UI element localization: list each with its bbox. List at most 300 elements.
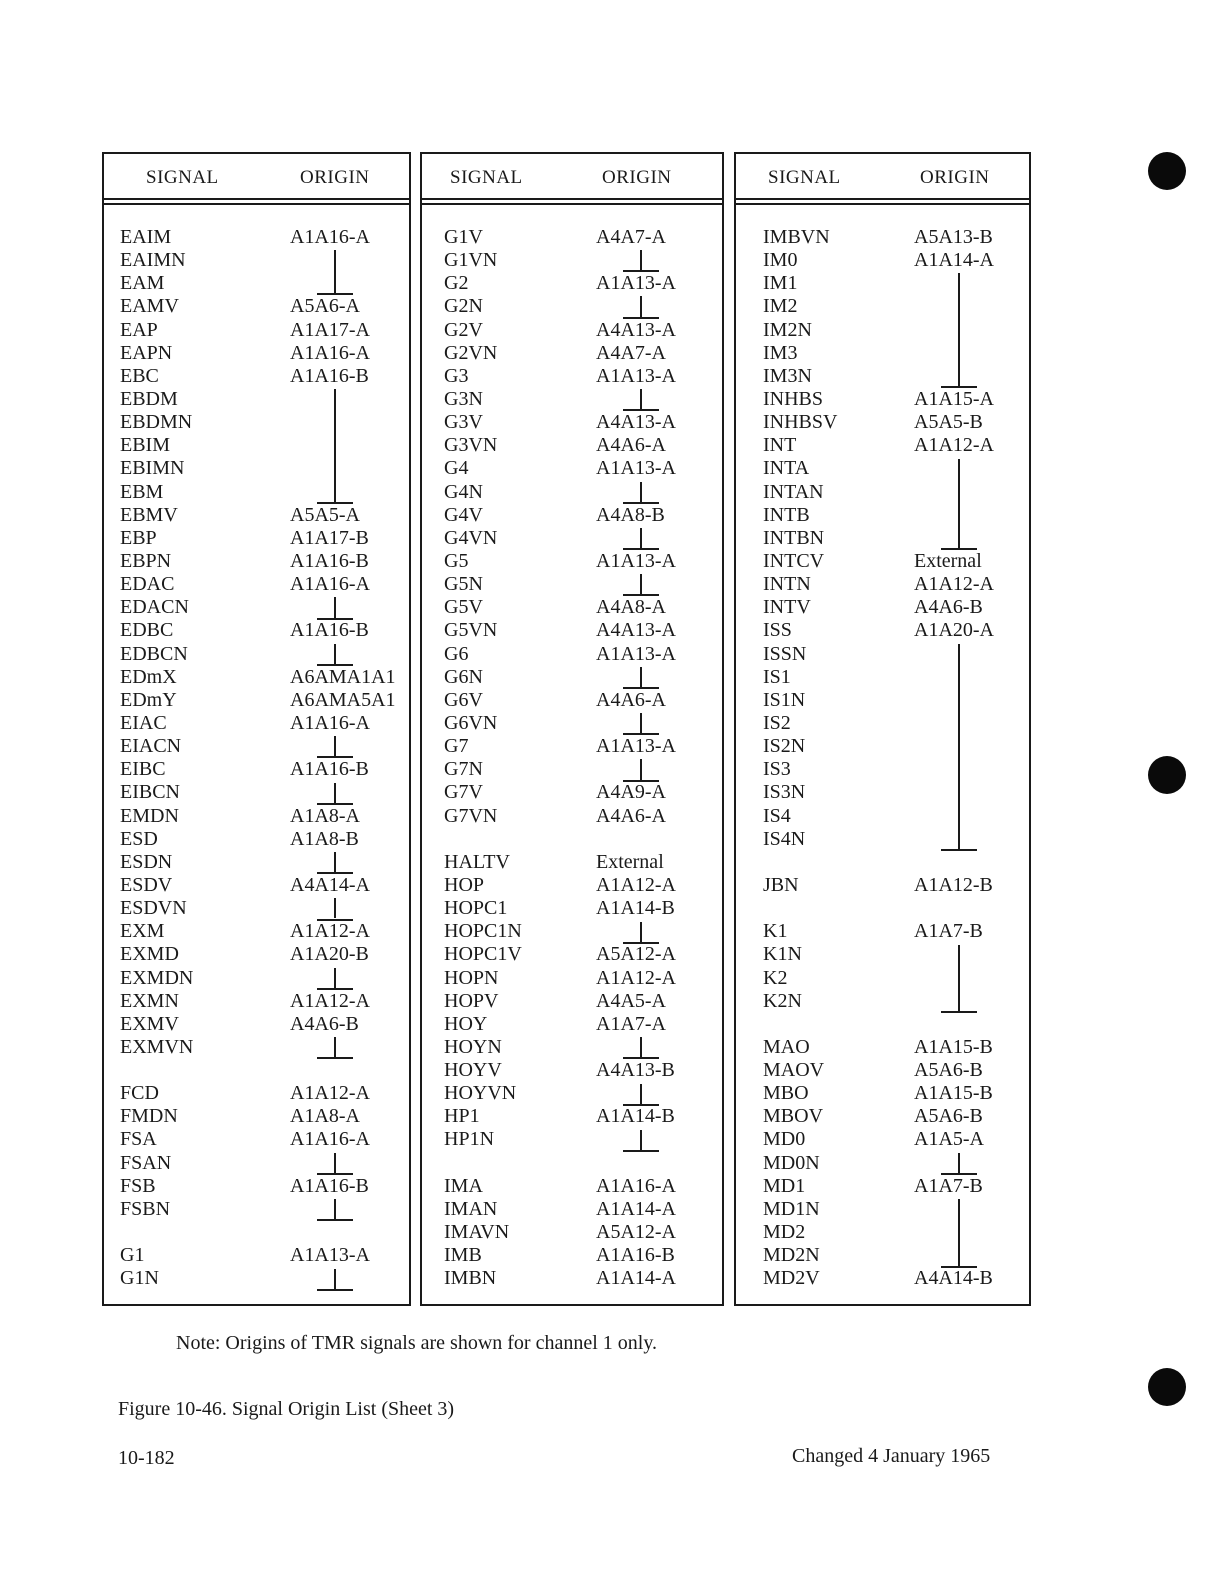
table-row [736,874,1029,897]
ditto-line [958,273,960,386]
table-row [104,249,409,272]
signal-name: MD1 [763,1174,806,1197]
ditto-line-foot [317,1173,353,1175]
signal-name: EDmY [120,688,177,711]
table-row [104,434,409,457]
signal-name: HALTV [444,850,510,873]
ditto-line [334,783,336,803]
ditto-line [334,898,336,918]
signal-name: G2V [444,318,483,341]
table-row [422,226,722,249]
origin-value: A5A12-A [596,1221,676,1244]
origin-value: A4A13-A [596,411,676,434]
revision-date: Changed 4 January 1965 [792,1445,991,1467]
table-rows [104,226,409,1290]
signal-name: IM2N [763,318,812,341]
origin-value: A4A6-A [596,434,666,457]
page-number: 10-182 [118,1447,175,1469]
table-row [104,1267,409,1290]
table-row [422,388,722,411]
origin-value: A1A16-A [290,573,370,596]
table-row [736,550,1029,573]
signal-name: IMAVN [444,1221,510,1244]
ditto-line [334,597,336,617]
ditto-line-foot [317,1219,353,1221]
table-row [104,735,409,758]
signal-name: EIBC [120,758,166,781]
origin-value: A4A6-B [290,1012,359,1035]
figure-caption: Figure 10-46. Signal Origin List (Sheet 3) [118,1398,455,1420]
table-row [736,226,1029,249]
signal-name: EBM [120,480,164,503]
origin-value: A1A7-B [914,920,983,943]
ditto-line [640,250,642,270]
table-row [104,851,409,874]
origin-value: A5A5-A [290,503,360,526]
signal-name: G5V [444,596,483,619]
origin-value: A1A17-A [290,318,370,341]
signal-name: IM0 [763,249,798,272]
ditto-line [640,574,642,594]
origin-value: A5A5-B [914,411,983,434]
table-row [104,1244,409,1267]
ditto-line [334,644,336,664]
ditto-line-foot [317,988,353,990]
signal-name: EDmX [120,665,177,688]
table-row [736,1198,1029,1221]
origin-value: A4A9-A [596,781,666,804]
ditto-line-foot [317,293,353,295]
table-row [104,1105,409,1128]
signal-name: EAIMN [120,249,186,272]
signal-name: G3V [444,411,483,434]
signal-name: HOYN [444,1035,502,1058]
origin-value: A5A6-B [914,1059,983,1082]
origin-value: A1A14-A [596,1197,676,1220]
signal-name: EBDMN [120,411,193,434]
signal-name: MBO [763,1082,809,1105]
signal-table-3 [734,152,1031,1306]
signal-table-1 [102,152,411,1306]
signal-name: ISS [763,619,792,642]
table-row [736,481,1029,504]
origin-value: A1A5-A [914,1128,984,1151]
table-row [104,1221,409,1244]
signal-name: EAMV [120,295,179,318]
ditto-line [958,644,960,849]
signal-name: G5VN [444,619,498,642]
signal-table-2 [420,152,724,1306]
table-row [736,457,1029,480]
signal-name: EAM [120,272,165,295]
origin-value: A1A12-A [914,434,994,457]
ditto-line-foot [941,849,977,851]
signal-name: EAIM [120,226,172,248]
table-row [422,897,722,920]
table-row [104,388,409,411]
table-row [104,504,409,527]
table-row [422,1036,722,1059]
table-row [422,967,722,990]
table-row [736,1082,1029,1105]
ditto-line [640,1037,642,1057]
ditto-line-foot [623,1150,659,1152]
origin-value: A4A7-A [596,226,666,248]
origin-value: A1A14-A [596,1267,676,1290]
ditto-line-foot [623,594,659,596]
signal-name: G1 [120,1244,145,1267]
origin-value: A1A12-A [290,989,370,1012]
table-row [422,828,722,851]
signal-name: FCD [120,1082,159,1105]
signal-name: HOYV [444,1059,502,1082]
signal-name: IMBN [444,1267,497,1290]
table-row [736,943,1029,966]
ditto-line [334,1269,336,1289]
origin-value: A1A16-B [290,549,369,572]
origin-value: A4A13-A [596,619,676,642]
signal-name: ESDN [120,850,173,873]
signal-name: IMB [444,1244,482,1267]
signal-name: HOPC1V [444,943,522,966]
signal-name: MD0 [763,1128,806,1151]
table-row [422,874,722,897]
signal-name: EAP [120,318,158,341]
origin-value: A1A13-A [596,549,676,572]
table-row [422,689,722,712]
table-row [104,319,409,342]
table-row [104,527,409,550]
table-row [422,1105,722,1128]
origin-value: A1A7-B [914,1174,983,1197]
ditto-line-foot [941,548,977,550]
ditto-line-foot [317,756,353,758]
table-row [736,920,1029,943]
signal-name: FSB [120,1174,156,1197]
origin-value: A1A12-A [596,966,676,989]
ditto-line-foot [317,664,353,666]
table-row [422,1221,722,1244]
signal-name: MD2 [763,1221,806,1244]
signal-name: ISSN [763,642,807,665]
origin-value: A5A13-B [914,226,993,248]
signal-name: FSA [120,1128,157,1151]
origin-column-header: ORIGIN [300,167,370,188]
ditto-line-foot [317,502,353,504]
signal-name: HP1 [444,1105,480,1128]
signal-name: IS2 [763,711,791,734]
signal-name: INTCV [763,549,825,572]
table-header [736,154,1029,200]
signal-name: INTBN [763,526,825,549]
table-row [104,1152,409,1175]
table-row [104,828,409,851]
origin-value: A4A6-B [914,596,983,619]
table-rows [736,226,1029,1290]
table-row [422,781,722,804]
table-row [736,712,1029,735]
signal-name: EIAC [120,711,167,734]
signal-name: IMBVN [763,226,830,248]
table-row [736,272,1029,295]
signal-name: IM1 [763,272,798,295]
table-row [422,365,722,388]
signal-name: HOPV [444,989,499,1012]
table-row [736,1244,1029,1267]
table-row [422,805,722,828]
signal-name: EDACN [120,596,189,619]
ditto-line-foot [623,502,659,504]
signal-name: G7V [444,781,483,804]
origin-column-header: ORIGIN [920,167,990,188]
signal-name: IS1 [763,665,791,688]
signal-name: K1 [763,920,788,943]
ditto-line [958,1199,960,1265]
origin-value: A4A14-A [290,873,370,896]
origin-value: A5A12-A [596,943,676,966]
table-row [736,527,1029,550]
ditto-line [640,1130,642,1150]
signal-name: EBIM [120,434,170,457]
origin-column-header: ORIGIN [602,167,672,188]
signal-name: G6N [444,665,483,688]
origin-value: A1A16-B [290,1174,369,1197]
table-row [104,1082,409,1105]
table-row [422,319,722,342]
ditto-line [334,250,336,293]
origin-value: A4A7-A [596,341,666,364]
signal-name: K2N [763,989,802,1012]
header-divider [422,203,722,205]
signal-name: INTN [763,573,811,596]
signal-name: G5 [444,549,469,572]
table-row [104,1198,409,1221]
signal-name: INTAN [763,480,824,503]
table-row [736,342,1029,365]
table-row [422,550,722,573]
table-row [104,1128,409,1151]
table-row [736,990,1029,1013]
signal-name: G4VN [444,526,498,549]
ditto-line [640,1084,642,1104]
ditto-line-foot [623,270,659,272]
signal-name: HOPN [444,966,499,989]
origin-value: A1A12-A [290,920,370,943]
origin-value: A1A13-A [596,735,676,758]
table-header [104,154,409,200]
table-row [736,828,1029,851]
binder-hole-top [1148,152,1186,190]
signal-name: G5N [444,573,483,596]
table-row [736,573,1029,596]
signal-name: EIBCN [120,781,180,804]
ditto-line-foot [317,1057,353,1059]
table-row [736,365,1029,388]
table-row [422,758,722,781]
table-row [422,1175,722,1198]
ditto-line [334,1037,336,1057]
header-divider [104,203,409,205]
header-divider [736,203,1029,205]
table-row [422,943,722,966]
signal-name: IMA [444,1174,483,1197]
ditto-line [640,389,642,409]
table-row [422,342,722,365]
signal-name: HOY [444,1012,488,1035]
table-row [736,619,1029,642]
table-row [736,388,1029,411]
table-row [422,1152,722,1175]
ditto-line-foot [941,1173,977,1175]
ditto-line-foot [317,803,353,805]
signal-name: INTV [763,596,811,619]
signal-name: IS4N [763,827,806,850]
signal-name: G2N [444,295,483,318]
signal-name: IM3N [763,364,812,387]
table-row [104,897,409,920]
ditto-line [334,968,336,988]
ditto-line-foot [623,1057,659,1059]
origin-value: A1A20-B [290,943,369,966]
signal-column-header: SIGNAL [768,167,841,188]
signal-name: FMDN [120,1105,178,1128]
table-rows [422,226,722,1290]
signal-name: ESDV [120,873,173,896]
table-row [422,643,722,666]
signal-name: IM2 [763,295,798,318]
table-row [104,573,409,596]
ditto-line-foot [623,942,659,944]
table-row [422,1059,722,1082]
origin-value: A1A12-B [914,873,993,896]
signal-name: INHBS [763,387,824,410]
table-row [422,457,722,480]
ditto-line [334,1199,336,1219]
table-row [422,920,722,943]
table-row [104,481,409,504]
signal-name: HP1N [444,1128,495,1151]
origin-value: A1A14-B [596,897,675,920]
signal-name: EXMVN [120,1035,194,1058]
ditto-line [334,1153,336,1173]
table-row [422,411,722,434]
table-row [104,1059,409,1082]
signal-name: IS3 [763,758,791,781]
table-row [104,967,409,990]
table-row [104,874,409,897]
table-row [422,1198,722,1221]
signal-name: ESDVN [120,897,187,920]
origin-value: A1A12-A [596,873,676,896]
ditto-line-foot [317,1289,353,1291]
signal-name: EAPN [120,341,173,364]
origin-value: A1A16-A [290,711,370,734]
ditto-line [640,528,642,548]
signal-name: EBMV [120,503,178,526]
table-row [736,1267,1029,1290]
signal-name: EXM [120,920,165,943]
table-row [422,666,722,689]
signal-name: EDBCN [120,642,188,665]
ditto-line [640,667,642,687]
origin-value: External [914,549,982,572]
signal-name: FSAN [120,1151,172,1174]
origin-value: External [596,850,664,873]
table-row [104,943,409,966]
signal-name: G6 [444,642,469,665]
table-row [104,689,409,712]
table-row [422,295,722,318]
signal-name: G1V [444,226,483,248]
table-row [736,643,1029,666]
origin-value: A1A14-B [596,1105,675,1128]
ditto-line-foot [317,919,353,921]
signal-name: G1N [120,1267,159,1290]
signal-name: EDAC [120,573,175,596]
table-row [422,527,722,550]
table-row [422,249,722,272]
signal-name: G7VN [444,804,498,827]
signal-name: MD1N [763,1197,820,1220]
origin-value: A1A16-B [290,364,369,387]
signal-name: G3N [444,387,483,410]
origin-value: A1A13-A [596,272,676,295]
table-row [104,295,409,318]
origin-value: A1A15-B [914,1035,993,1058]
ditto-line [334,389,336,502]
signal-name: INHBSV [763,411,838,434]
table-row [736,1013,1029,1036]
table-row [104,411,409,434]
signal-name: G3VN [444,434,498,457]
signal-name: G7N [444,758,483,781]
table-row [736,689,1029,712]
table-row [104,643,409,666]
ditto-line [640,922,642,942]
origin-value: A4A6-A [596,804,666,827]
table-row [104,550,409,573]
table-row [422,434,722,457]
signal-name: G4 [444,457,469,480]
ditto-line [334,736,336,756]
origin-value: A1A13-A [596,642,676,665]
signal-name: G4N [444,480,483,503]
signal-name: IS4 [763,804,791,827]
table-row [422,735,722,758]
ditto-line [640,296,642,316]
origin-value: A1A7-A [596,1012,666,1035]
origin-value: A1A8-A [290,804,360,827]
signal-name: G6VN [444,711,498,734]
ditto-line [958,459,960,549]
origin-value: A1A12-A [914,573,994,596]
table-row [104,226,409,249]
table-row [736,851,1029,874]
origin-value: A1A8-B [290,827,359,850]
signal-name: EBPN [120,549,172,572]
signal-name: EDBC [120,619,174,642]
table-row [104,990,409,1013]
signal-name: ESD [120,827,158,850]
signal-name: IS3N [763,781,806,804]
ditto-line [640,713,642,733]
signal-name: EBC [120,364,159,387]
origin-value: A6AMA5A1 [290,688,396,711]
signal-name: EBDM [120,387,178,410]
table-row [422,851,722,874]
signal-name: EIACN [120,735,182,758]
signal-name: INTA [763,457,810,480]
